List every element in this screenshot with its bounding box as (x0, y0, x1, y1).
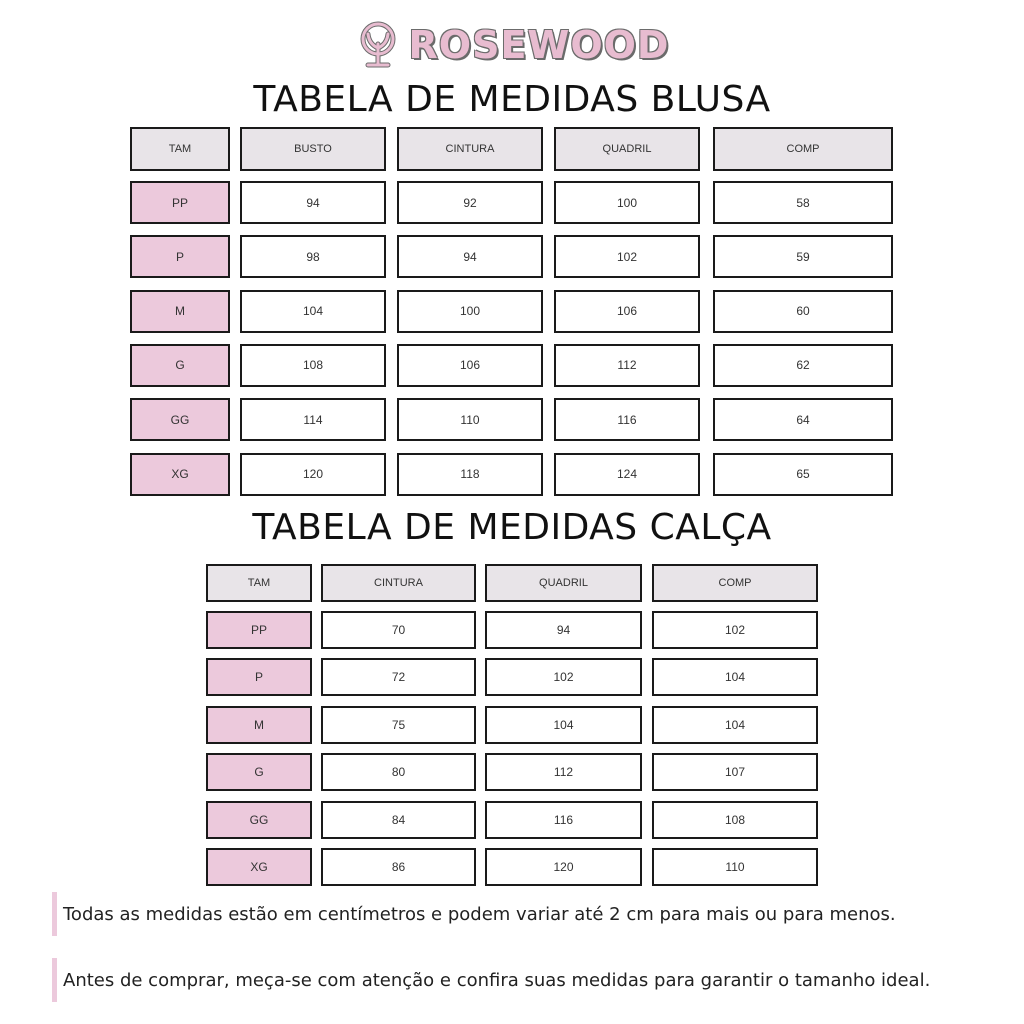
blusa-value-cell: 106 (397, 344, 543, 387)
calca-table-title: TABELA DE MEDIDAS CALÇA (252, 507, 772, 548)
calca-value-cell: 110 (652, 848, 818, 886)
blusa-size-cell: P (130, 235, 230, 278)
blusa-value-cell: 120 (240, 453, 386, 496)
blusa-header-cell: CINTURA (397, 127, 543, 171)
calca-size-cell: GG (206, 801, 312, 839)
calca-size-cell: P (206, 658, 312, 696)
blusa-value-cell: 98 (240, 235, 386, 278)
note-measurement-units: Todas as medidas estão em centímetros e podem variar até 2 cm para mais ou para menos. (52, 892, 896, 936)
blusa-value-cell: 112 (554, 344, 700, 387)
brand-logo (0, 14, 1024, 76)
calca-value-cell: 104 (652, 706, 818, 744)
blusa-value-cell: 104 (240, 290, 386, 333)
blusa-value-cell: 65 (713, 453, 893, 496)
blusa-value-cell: 94 (397, 235, 543, 278)
rosewood-tree-logo-icon (355, 20, 401, 70)
blusa-size-cell: GG (130, 398, 230, 441)
calca-value-cell: 104 (485, 706, 642, 744)
calca-value-cell: 120 (485, 848, 642, 886)
calca-value-cell: 108 (652, 801, 818, 839)
calca-value-cell: 84 (321, 801, 476, 839)
blusa-value-cell: 92 (397, 181, 543, 224)
blusa-value-cell: 124 (554, 453, 700, 496)
calca-header-cell: COMP (652, 564, 818, 602)
calca-size-cell: M (206, 706, 312, 744)
blusa-value-cell: 100 (397, 290, 543, 333)
blusa-value-cell: 60 (713, 290, 893, 333)
calca-header-cell: CINTURA (321, 564, 476, 602)
calca-value-cell: 107 (652, 753, 818, 791)
blusa-value-cell: 114 (240, 398, 386, 441)
note-measure-before-buying: Antes de comprar, meça-se com atenção e confira suas medidas para garantir o tamanho ideal. (52, 958, 930, 1002)
blusa-value-cell: 59 (713, 235, 893, 278)
blusa-size-cell: PP (130, 181, 230, 224)
blusa-value-cell: 64 (713, 398, 893, 441)
calca-size-cell: XG (206, 848, 312, 886)
blusa-size-cell: M (130, 290, 230, 333)
brand-name: ROSEWOOD (408, 23, 670, 67)
calca-value-cell: 75 (321, 706, 476, 744)
calca-value-cell: 102 (485, 658, 642, 696)
calca-value-cell: 104 (652, 658, 818, 696)
calca-header-cell: QUADRIL (485, 564, 642, 602)
calca-value-cell: 116 (485, 801, 642, 839)
blusa-value-cell: 118 (397, 453, 543, 496)
blusa-header-cell: BUSTO (240, 127, 386, 171)
calca-value-cell: 86 (321, 848, 476, 886)
calca-value-cell: 102 (652, 611, 818, 649)
blusa-value-cell: 58 (713, 181, 893, 224)
blusa-value-cell: 110 (397, 398, 543, 441)
calca-value-cell: 94 (485, 611, 642, 649)
calca-size-cell: G (206, 753, 312, 791)
blusa-size-cell: G (130, 344, 230, 387)
blusa-value-cell: 100 (554, 181, 700, 224)
blusa-value-cell: 102 (554, 235, 700, 278)
blusa-table-title: TABELA DE MEDIDAS BLUSA (253, 79, 771, 120)
blusa-value-cell: 108 (240, 344, 386, 387)
blusa-value-cell: 94 (240, 181, 386, 224)
blusa-header-cell: COMP (713, 127, 893, 171)
calca-value-cell: 80 (321, 753, 476, 791)
calca-header-cell: TAM (206, 564, 312, 602)
calca-size-cell: PP (206, 611, 312, 649)
calca-value-cell: 72 (321, 658, 476, 696)
blusa-value-cell: 116 (554, 398, 700, 441)
blusa-value-cell: 62 (713, 344, 893, 387)
calca-value-cell: 70 (321, 611, 476, 649)
blusa-header-cell: QUADRIL (554, 127, 700, 171)
blusa-size-cell: XG (130, 453, 230, 496)
calca-value-cell: 112 (485, 753, 642, 791)
blusa-header-cell: TAM (130, 127, 230, 171)
blusa-value-cell: 106 (554, 290, 700, 333)
